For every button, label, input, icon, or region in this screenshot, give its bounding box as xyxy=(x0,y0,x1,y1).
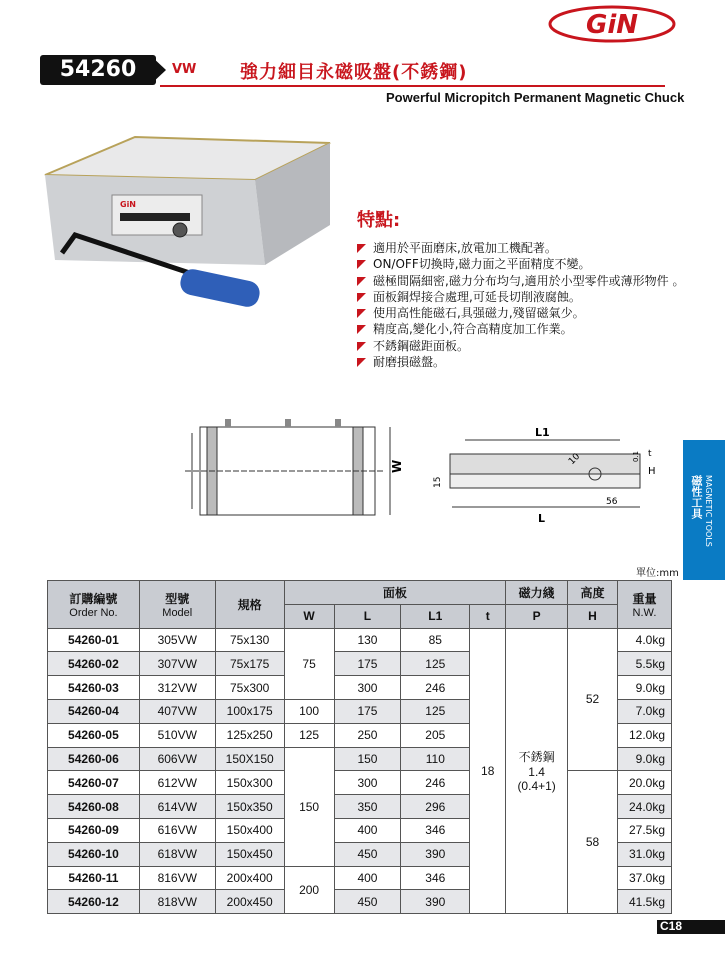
cell-l1: 390 xyxy=(401,890,470,914)
col-order-no: 訂購編號 Order No. xyxy=(48,581,140,629)
dim-l1-label: L1 xyxy=(535,426,550,439)
cell-spec: 75x175 xyxy=(215,652,284,676)
product-photo xyxy=(40,125,340,315)
table-row xyxy=(48,771,672,795)
page-title-cn: 強力細目永磁吸盤(不銹鋼) xyxy=(240,62,468,83)
feature-item: ON/OFF切換時,磁力面之平面精度不變。 xyxy=(357,256,697,272)
cell-model: 618VW xyxy=(139,842,215,866)
cell-l1: 205 xyxy=(401,723,470,747)
cell-model: 818VW xyxy=(139,890,215,914)
cell-model: 305VW xyxy=(139,628,215,652)
cell-l1: 125 xyxy=(401,652,470,676)
bullet-triangle-icon xyxy=(357,277,366,286)
cell-order: 54260-06 xyxy=(48,747,140,771)
cell-weight: 5.5kg xyxy=(617,652,671,676)
cell-spec: 200x450 xyxy=(215,890,284,914)
cell-spec: 75x130 xyxy=(215,628,284,652)
cell-l: 450 xyxy=(334,890,401,914)
cell-w: 150 xyxy=(284,747,334,866)
drawing-side-view xyxy=(420,422,670,557)
cell-order: 54260-01 xyxy=(48,628,140,652)
cell-order: 54260-05 xyxy=(48,723,140,747)
product-code-badge: 54260 xyxy=(40,55,156,85)
col-weight: 重量 N.W. xyxy=(617,581,671,629)
col-h: H xyxy=(568,604,618,628)
col-spec: 規格 xyxy=(215,581,284,629)
cell-model: 307VW xyxy=(139,652,215,676)
cell-weight: 31.0kg xyxy=(617,842,671,866)
cell-weight: 12.0kg xyxy=(617,723,671,747)
brand-logo-text: GiN xyxy=(585,10,639,40)
cell-model: 606VW xyxy=(139,747,215,771)
dim-w-label: W xyxy=(390,459,404,473)
feature-item: 面板銅焊接合處理,可延長切削液腐蝕。 xyxy=(357,289,697,305)
cell-spec: 150x300 xyxy=(215,771,284,795)
cell-l1: 346 xyxy=(401,818,470,842)
table-header-row xyxy=(48,581,672,605)
cell-l: 400 xyxy=(334,818,401,842)
cell-weight: 9.0kg xyxy=(617,747,671,771)
cell-weight: 7.0kg xyxy=(617,699,671,723)
cell-weight: 4.0kg xyxy=(617,628,671,652)
col-l: L xyxy=(334,604,401,628)
code-badge-arrow xyxy=(150,55,166,85)
unit-label: 單位:mm xyxy=(636,568,679,579)
cell-w: 100 xyxy=(284,699,334,723)
bullet-triangle-icon xyxy=(357,358,366,367)
bullet-triangle-icon xyxy=(357,325,366,334)
feature-item: 磁極間隔細密,磁力分布均勻,適用於小型零件或薄形物件 。 xyxy=(357,273,697,289)
bullet-triangle-icon xyxy=(357,260,366,269)
dim-h-label: H xyxy=(648,466,656,477)
bullet-triangle-icon xyxy=(357,244,366,253)
cell-l: 175 xyxy=(334,699,401,723)
dim-t-label: t xyxy=(648,449,652,459)
cell-weight: 9.0kg xyxy=(617,676,671,700)
cell-weight: 20.0kg xyxy=(617,771,671,795)
cell-l1: 246 xyxy=(401,771,470,795)
col-p: P xyxy=(506,604,568,628)
bullet-triangle-icon xyxy=(357,293,366,302)
features-heading: 特點: xyxy=(357,210,401,231)
cell-model: 614VW xyxy=(139,795,215,819)
cell-spec: 150X150 xyxy=(215,747,284,771)
svg-text:GiN: GiN xyxy=(120,200,137,209)
col-pole: 磁力綫 xyxy=(506,581,568,605)
bullet-triangle-icon xyxy=(357,309,366,318)
cell-model: 616VW xyxy=(139,818,215,842)
cell-order: 54260-04 xyxy=(48,699,140,723)
handle-grip xyxy=(178,267,262,309)
cell-weight: 24.0kg xyxy=(617,795,671,819)
cell-order: 54260-09 xyxy=(48,818,140,842)
cell-l: 300 xyxy=(334,676,401,700)
dim-56-label: 56 xyxy=(606,497,618,507)
cell-spec: 125x250 xyxy=(215,723,284,747)
switch-socket xyxy=(173,223,187,237)
cell-spec: 100x175 xyxy=(215,699,284,723)
cell-order: 54260-03 xyxy=(48,676,140,700)
cell-spec: 200x400 xyxy=(215,866,284,890)
cell-order: 54260-08 xyxy=(48,795,140,819)
cell-model: 816VW xyxy=(139,866,215,890)
feature-item: 耐磨損磁盤。 xyxy=(357,354,697,370)
cell-h: 52 xyxy=(568,628,618,771)
cell-l1: 246 xyxy=(401,676,470,700)
cell-spec: 75x300 xyxy=(215,676,284,700)
cell-order: 54260-07 xyxy=(48,771,140,795)
cell-order: 54260-10 xyxy=(48,842,140,866)
bullet-triangle-icon xyxy=(357,342,366,351)
cell-spec: 150x450 xyxy=(215,842,284,866)
brand-logo xyxy=(548,4,676,44)
cell-l1: 125 xyxy=(401,699,470,723)
cell-spec: 150x350 xyxy=(215,795,284,819)
cell-p: 不銹鋼 1.4 (0.4+1) xyxy=(506,628,568,914)
cell-l: 450 xyxy=(334,842,401,866)
col-model: 型號 Model xyxy=(139,581,215,629)
feature-item: 精度高,變化小,符合高精度加工作業。 xyxy=(357,321,697,337)
dim-10-label: 10 xyxy=(567,451,583,467)
page-title-en: Powerful Micropitch Permanent Magnetic Chuck xyxy=(386,90,685,105)
cell-l: 350 xyxy=(334,795,401,819)
spec-table xyxy=(47,580,672,914)
features-list xyxy=(357,240,697,370)
side-tab-label-en: MAGNETIC TOOLS xyxy=(704,475,713,547)
cell-model: 510VW xyxy=(139,723,215,747)
cell-t: 18 xyxy=(470,628,506,914)
cell-l1: 296 xyxy=(401,795,470,819)
dim-01-label: 0.1 xyxy=(632,450,640,462)
cell-l: 130 xyxy=(334,628,401,652)
series-label: VW xyxy=(172,62,197,77)
cell-order: 54260-02 xyxy=(48,652,140,676)
cell-l1: 110 xyxy=(401,747,470,771)
cell-w: 75 xyxy=(284,628,334,699)
col-l1: L1 xyxy=(401,604,470,628)
dim-15-label: 15 xyxy=(433,476,443,488)
cell-l: 300 xyxy=(334,771,401,795)
title-underline xyxy=(160,85,665,87)
cell-order: 54260-11 xyxy=(48,866,140,890)
cell-w: 125 xyxy=(284,723,334,747)
feature-item: 適用於平面磨床,放電加工機配著。 xyxy=(357,240,697,256)
page-number: C18 xyxy=(660,919,683,933)
cell-weight: 27.5kg xyxy=(617,818,671,842)
cell-weight: 41.5kg xyxy=(617,890,671,914)
table-row xyxy=(48,628,672,652)
cell-l1: 346 xyxy=(401,866,470,890)
cell-model: 407VW xyxy=(139,699,215,723)
side-tab-label-cn: 磁性工具 xyxy=(690,475,703,519)
col-height: 高度 xyxy=(568,581,618,605)
col-t: t xyxy=(470,604,506,628)
cell-l: 175 xyxy=(334,652,401,676)
cell-l1: 390 xyxy=(401,842,470,866)
col-w: W xyxy=(284,604,334,628)
cell-h: 58 xyxy=(568,771,618,914)
cell-l: 250 xyxy=(334,723,401,747)
cell-l1: 85 xyxy=(401,628,470,652)
cell-order: 54260-12 xyxy=(48,890,140,914)
cell-model: 312VW xyxy=(139,676,215,700)
cell-model: 612VW xyxy=(139,771,215,795)
feature-item: 不銹鋼磁距面板。 xyxy=(357,338,697,354)
cell-l: 400 xyxy=(334,866,401,890)
cell-w: 200 xyxy=(284,866,334,914)
feature-item: 使用高性能磁石,具强磁力,殘留磁氣少。 xyxy=(357,305,697,321)
drawing-top-view xyxy=(185,415,405,525)
dim-l-label: L xyxy=(538,512,546,525)
cell-spec: 150x400 xyxy=(215,818,284,842)
cell-weight: 37.0kg xyxy=(617,866,671,890)
col-panel: 面板 xyxy=(284,581,506,605)
cell-l: 150 xyxy=(334,747,401,771)
